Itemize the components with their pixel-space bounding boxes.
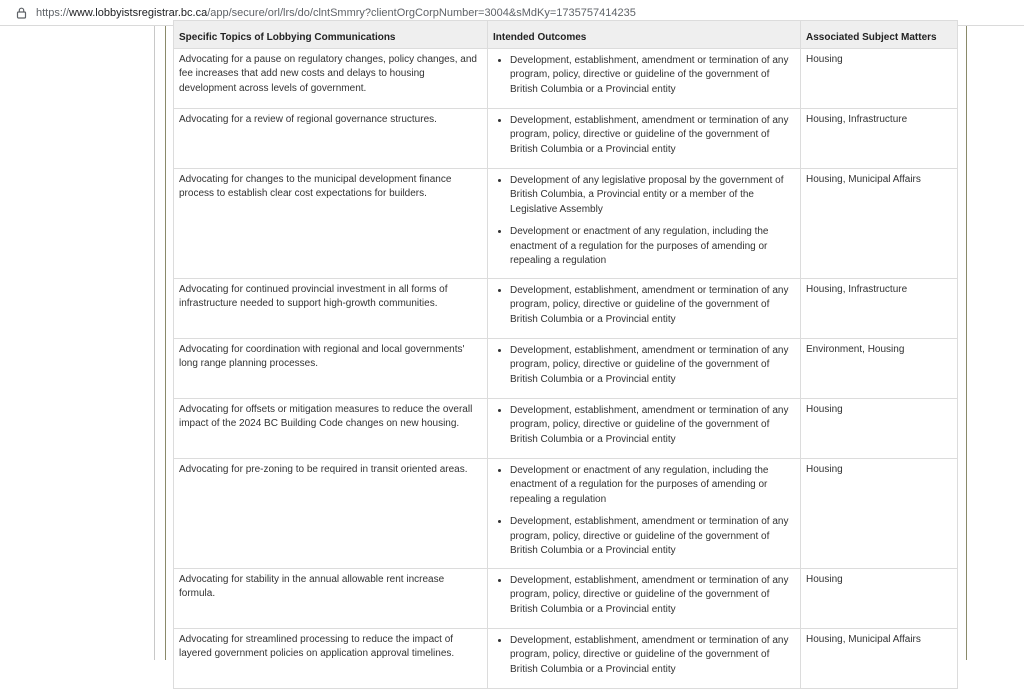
header-outcomes: Intended Outcomes (488, 21, 801, 49)
outcomes-cell (488, 338, 801, 398)
outcome-item: • Development or enactment of any regulation, including the enactment of a regulation for the purposes of amending or repealing a regulation (510, 224, 795, 269)
outcomes-list (493, 633, 795, 678)
outcomes-list (493, 53, 795, 98)
topic-cell: Advocating for continued provincial investment in all forms of infrastructure needed to support high-growth communities. (174, 278, 488, 338)
table-header-row (174, 21, 958, 49)
header-subjects: Associated Subject Matters (801, 21, 958, 49)
outcomes-cell (488, 458, 801, 568)
table-row (174, 168, 958, 278)
topic-cell: Advocating for offsets or mitigation measures to reduce the overall impact of the 2024 BC Building Code changes on new housing. (174, 398, 488, 458)
outcomes-list (493, 173, 795, 269)
table-row (174, 108, 958, 168)
outcomes-cell (488, 628, 801, 688)
topic-cell: Advocating for streamlined processing to reduce the impact of layered government policies on application approval timelines. (174, 628, 488, 688)
subjects-cell: Housing (801, 398, 958, 458)
lobbying-topics-table-wrap (173, 20, 957, 689)
topic-cell: Advocating for pre-zoning to be required in transit oriented areas. (174, 458, 488, 568)
subjects-cell: Housing, Municipal Affairs (801, 628, 958, 688)
outcomes-cell (488, 48, 801, 108)
subjects-cell: Housing, Infrastructure (801, 108, 958, 168)
subjects-cell: Housing, Municipal Affairs (801, 168, 958, 278)
topic-cell: Advocating for a review of regional governance structures. (174, 108, 488, 168)
topic-cell: Advocating for coordination with regional and local governments' long range planning processes. (174, 338, 488, 398)
outcome-item: • Development, establishment, amendment or termination of any program, policy, directive or guideline of the government of British Columbia or a Provincial entity (510, 283, 795, 328)
outcome-item: • Development, establishment, amendment or termination of any program, policy, directive or guideline of the government of British Columbia or a Provincial entity (510, 113, 795, 158)
url-host: www.lobbyistsregistrar.bc.ca (69, 6, 208, 19)
outcome-item: • Development, establishment, amendment or termination of any program, policy, directive or guideline of the government of British Columbia or a Provincial entity (510, 633, 795, 678)
outcome-item: • Development, establishment, amendment or termination of any program, policy, directive or guideline of the government of British Columbia or a Provincial entity (510, 53, 795, 98)
outcomes-cell (488, 168, 801, 278)
table-row (174, 628, 958, 688)
outcomes-cell (488, 568, 801, 628)
url-text[interactable] (36, 7, 636, 19)
subjects-cell: Housing (801, 568, 958, 628)
outcomes-list (493, 283, 795, 328)
header-topics: Specific Topics of Lobbying Communications (174, 21, 488, 49)
table-row (174, 338, 958, 398)
table-row (174, 568, 958, 628)
table-row (174, 458, 958, 568)
outcome-item: • Development, establishment, amendment or termination of any program, policy, directive or guideline of the government of British Columbia or a Provincial entity (510, 343, 795, 388)
page-info-icon[interactable] (14, 6, 28, 20)
outcomes-list (493, 403, 795, 448)
outcomes-list (493, 343, 795, 388)
outcomes-cell (488, 398, 801, 458)
table-row (174, 398, 958, 458)
outcomes-list (493, 113, 795, 158)
topic-cell: Advocating for stability in the annual allowable rent increase formula. (174, 568, 488, 628)
outcomes-cell (488, 278, 801, 338)
lobbying-topics-table (173, 20, 958, 689)
subjects-cell: Environment, Housing (801, 338, 958, 398)
subjects-cell: Housing (801, 48, 958, 108)
page-border-left (154, 26, 155, 660)
page-content (0, 26, 1024, 675)
subjects-cell: Housing, Infrastructure (801, 278, 958, 338)
outcome-item: • Development, establishment, amendment or termination of any program, policy, directive or guideline of the government of British Columbia or a Provincial entity (510, 514, 795, 559)
subjects-cell: Housing (801, 458, 958, 568)
table-row (174, 48, 958, 108)
outcome-item: • Development of any legislative proposal by the government of British Columbia, a Provincial entity or a member of the Legislative Assembly (510, 173, 795, 218)
outcomes-list (493, 573, 795, 618)
outcomes-list (493, 463, 795, 559)
table-row (174, 278, 958, 338)
topic-cell: Advocating for a pause on regulatory changes, policy changes, and fee increases that add new costs and delays to housing development across levels of government. (174, 48, 488, 108)
topic-cell: Advocating for changes to the municipal development finance process to establish clear cost expectations for builders. (174, 168, 488, 278)
outcome-item: • Development, establishment, amendment or termination of any program, policy, directive or guideline of the government of British Columbia or a Provincial entity (510, 403, 795, 448)
outcomes-cell (488, 108, 801, 168)
url-prefix: https:// (36, 6, 70, 19)
outcome-item: • Development or enactment of any regulation, including the enactment of a regulation for the purposes of amending or repealing a regulation (510, 463, 795, 508)
outcome-item: • Development, establishment, amendment or termination of any program, policy, directive or guideline of the government of British Columbia or a Provincial entity (510, 573, 795, 618)
url-path: /app/secure/orl/lrs/do/clntSmmry?clientOrgCorpNumber=3004&sMdKy=1735757414235 (207, 6, 636, 19)
content-border-right (966, 26, 967, 660)
content-border-left (165, 26, 166, 660)
table-body (174, 48, 958, 688)
